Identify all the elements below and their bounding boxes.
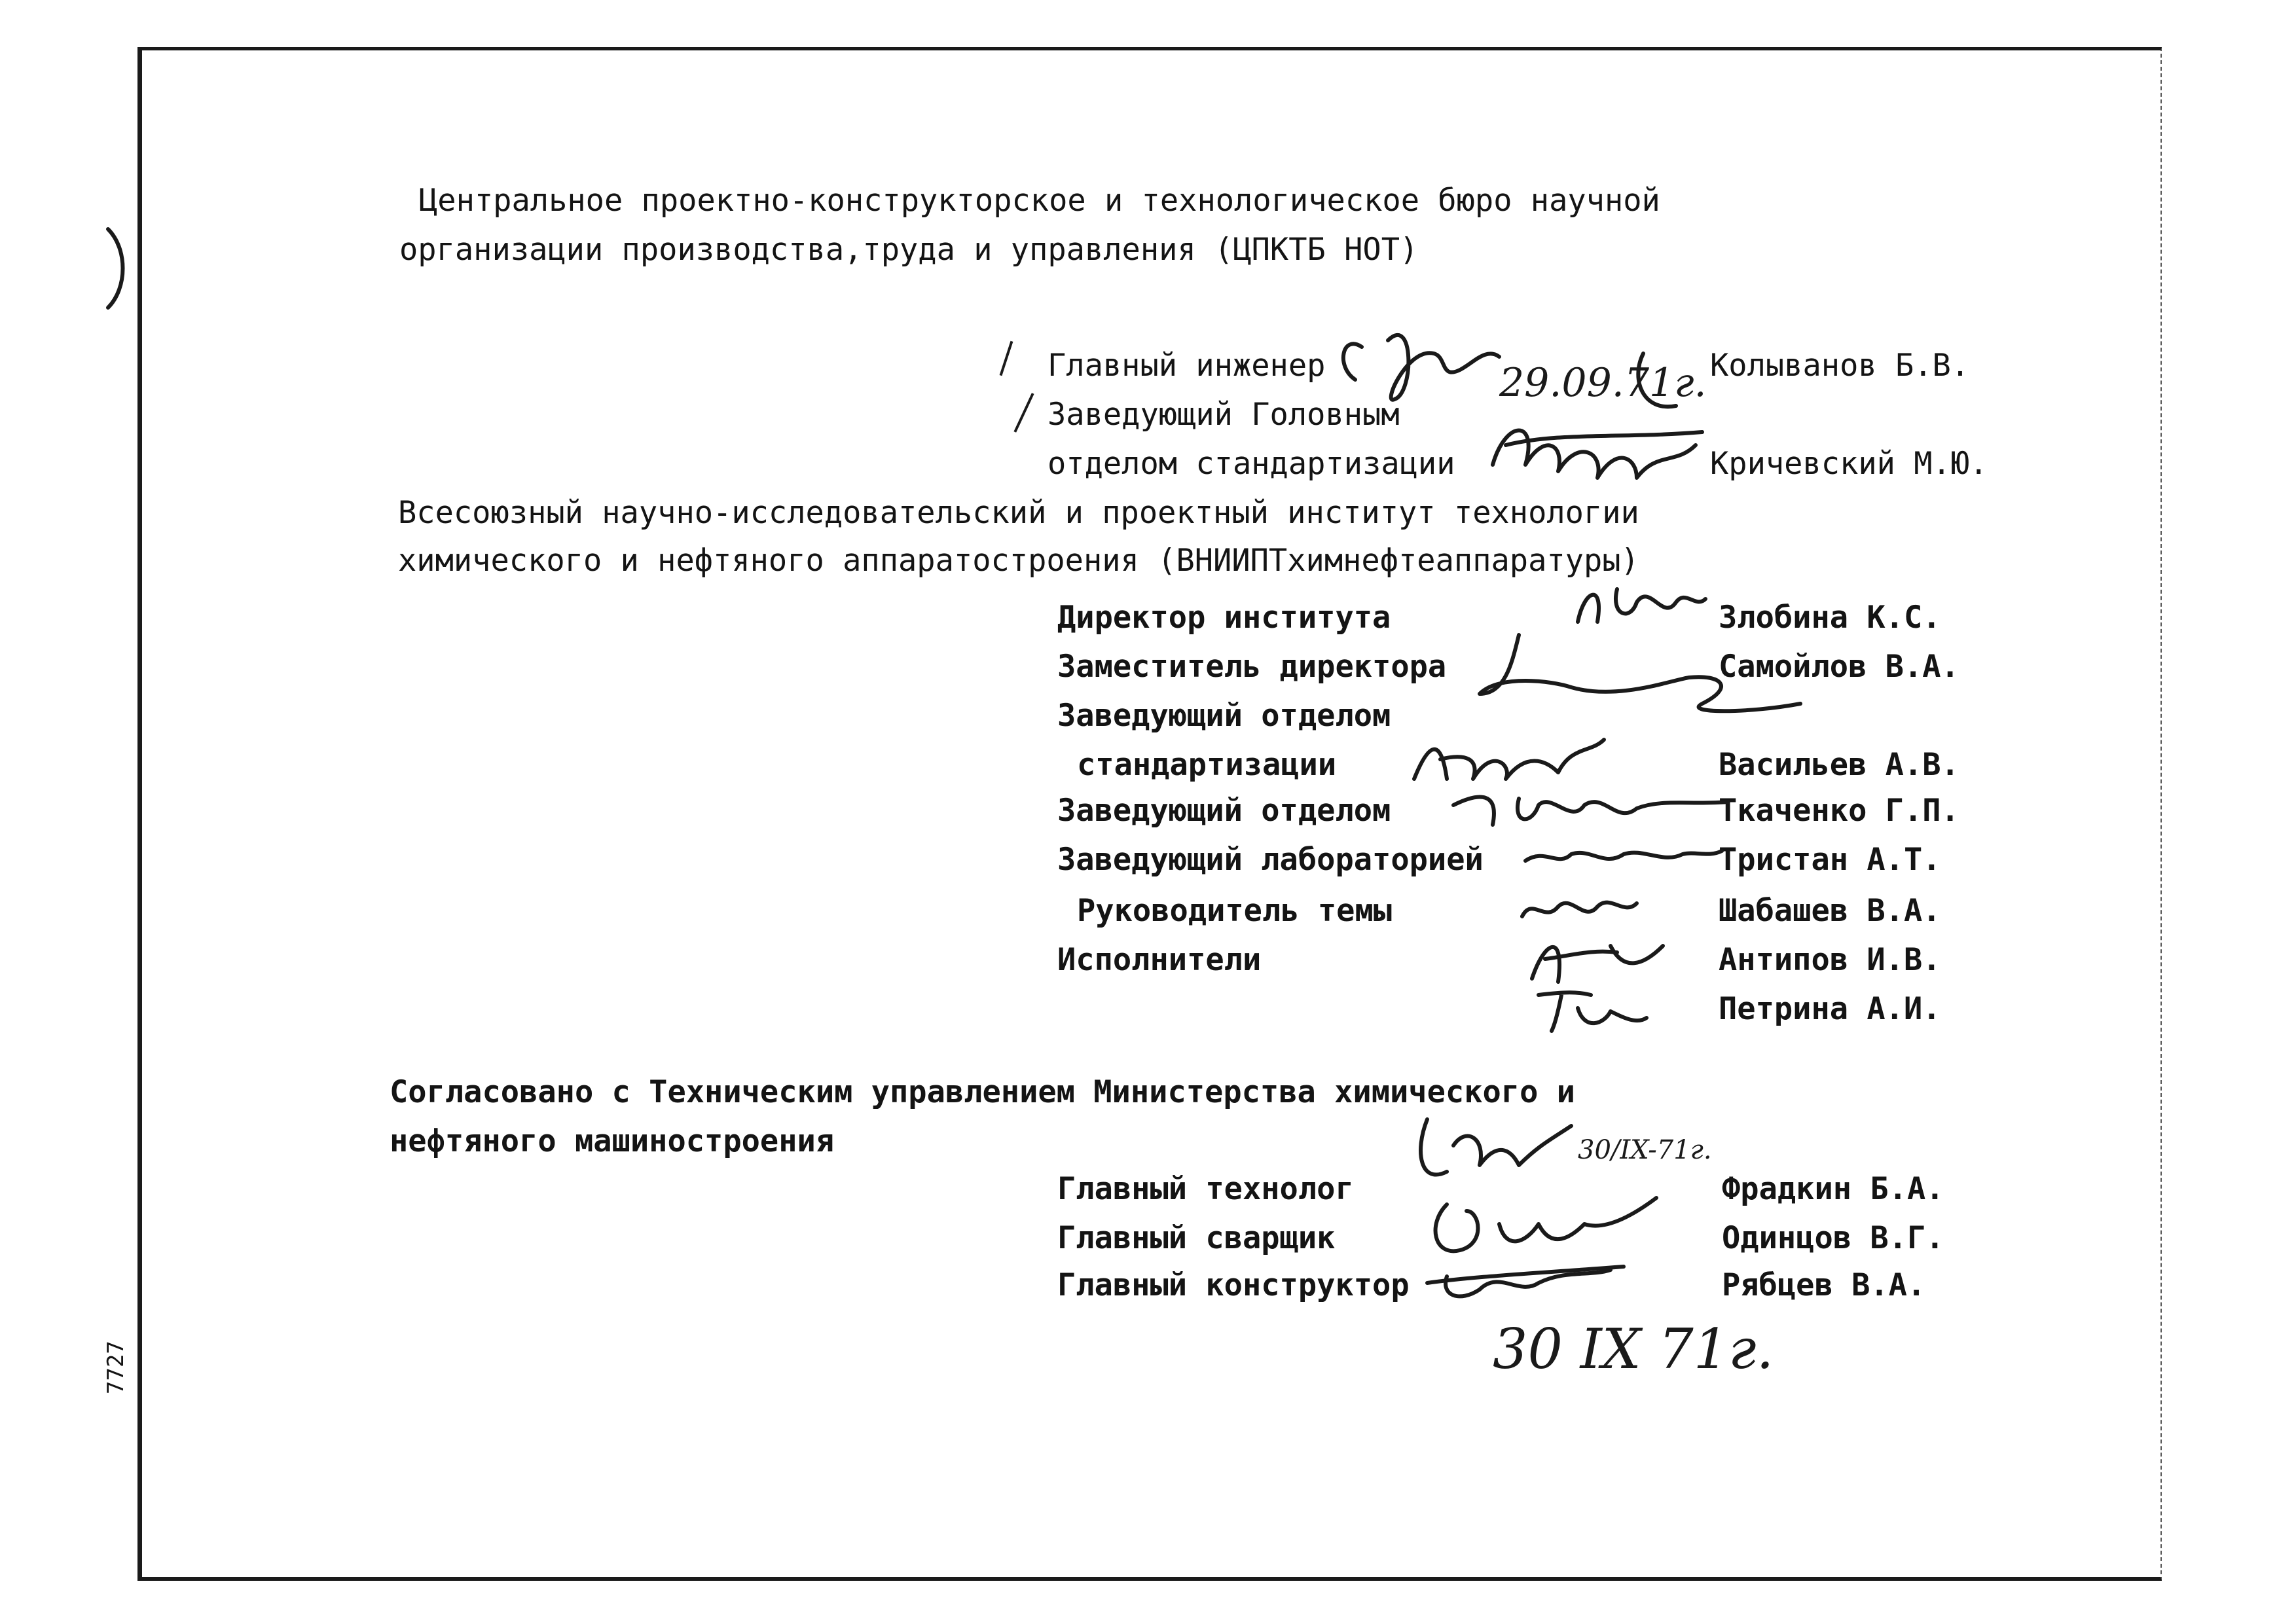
name-petrina: Петрина А.И. <box>1719 991 1941 1027</box>
margin-note: 7727 <box>103 1341 129 1394</box>
signature-date-handwritten <box>1486 1303 1774 1388</box>
name-samoylov: Самойлов В.А. <box>1719 649 1959 685</box>
signature-tristan <box>1519 828 1728 880</box>
signature-ministry-officials <box>1408 1100 1748 1322</box>
name-tkachenko: Ткаченко Г.П. <box>1719 793 1959 829</box>
signature-petrina <box>1525 979 1656 1038</box>
name-fradkin: Фрадкин Б.А. <box>1722 1171 1944 1207</box>
title-head-dept-1: Заведующий отделом <box>1057 698 1391 734</box>
institute-line-1: Всесоюзный научно-исследовательский и проектный институт технологии <box>398 495 1639 531</box>
title-head-dept-2: стандартизации <box>1077 747 1337 783</box>
title-deputy-director: Заместитель директора <box>1057 649 1447 685</box>
signature-samoylov <box>1473 615 1813 727</box>
signature-date: 29.09.71г. <box>1499 360 1707 406</box>
organization-line-2: организации производства,труда и управления (ЦПКТБ НОТ) <box>399 232 1419 268</box>
handwritten-date: 30 IX 71г. <box>1493 1317 1774 1381</box>
signature-krichevsky <box>1480 406 1715 497</box>
title-head-dept: Заведующий отделом <box>1057 793 1391 829</box>
title-chief-engineer: Главный инженер <box>1048 348 1326 384</box>
title-executors: Исполнители <box>1057 942 1262 978</box>
title-head-lab: Заведующий лабораторией <box>1057 842 1484 878</box>
title-head-standardization-2: отделом стандартизации <box>1048 446 1455 482</box>
title-director: Директор института <box>1057 600 1391 636</box>
title-chief-welder: Главный сварщик <box>1057 1220 1336 1256</box>
title-chief-technologist: Главный технолог <box>1057 1171 1354 1207</box>
signature-date: 30/IX-71г. <box>1578 1135 1712 1165</box>
name-kolyvanov: Колыванов Б.В. <box>1710 348 1970 384</box>
name-antipov: Антипов И.В. <box>1719 942 1941 978</box>
title-theme-leader: Руководитель темы <box>1077 893 1393 929</box>
institute-line-2: химического и нефтяного аппаратостроения (ВНИИПТхимнефтеаппаратуры) <box>398 543 1639 579</box>
agreement-line-2: нефтяного машиностроения <box>390 1123 835 1159</box>
name-ryabtsev: Рябцев В.А. <box>1722 1267 1926 1303</box>
margin-bracket <box>98 223 137 314</box>
name-tristan: Тристан А.Т. <box>1719 842 1941 878</box>
name-vasiliev: Васильев А.В. <box>1719 747 1959 783</box>
name-krichevsky: Кричевский М.Ю. <box>1710 446 1988 482</box>
name-odintsov: Одинцов В.Г. <box>1722 1220 1944 1256</box>
title-chief-designer: Главный конструктор <box>1057 1267 1410 1303</box>
title-head-standardization-1: Заведующий Головным <box>1048 397 1400 433</box>
name-shabashev: Шабашев В.А. <box>1719 893 1941 929</box>
name-zlobina: Злобина К.С. <box>1719 600 1941 636</box>
organization-line-1: Центральное проектно-конструкторское и технологическое бюро научной <box>419 183 1660 219</box>
agreement-line-1: Согласовано с Техническим управлением Министерства химического и <box>390 1074 1575 1110</box>
